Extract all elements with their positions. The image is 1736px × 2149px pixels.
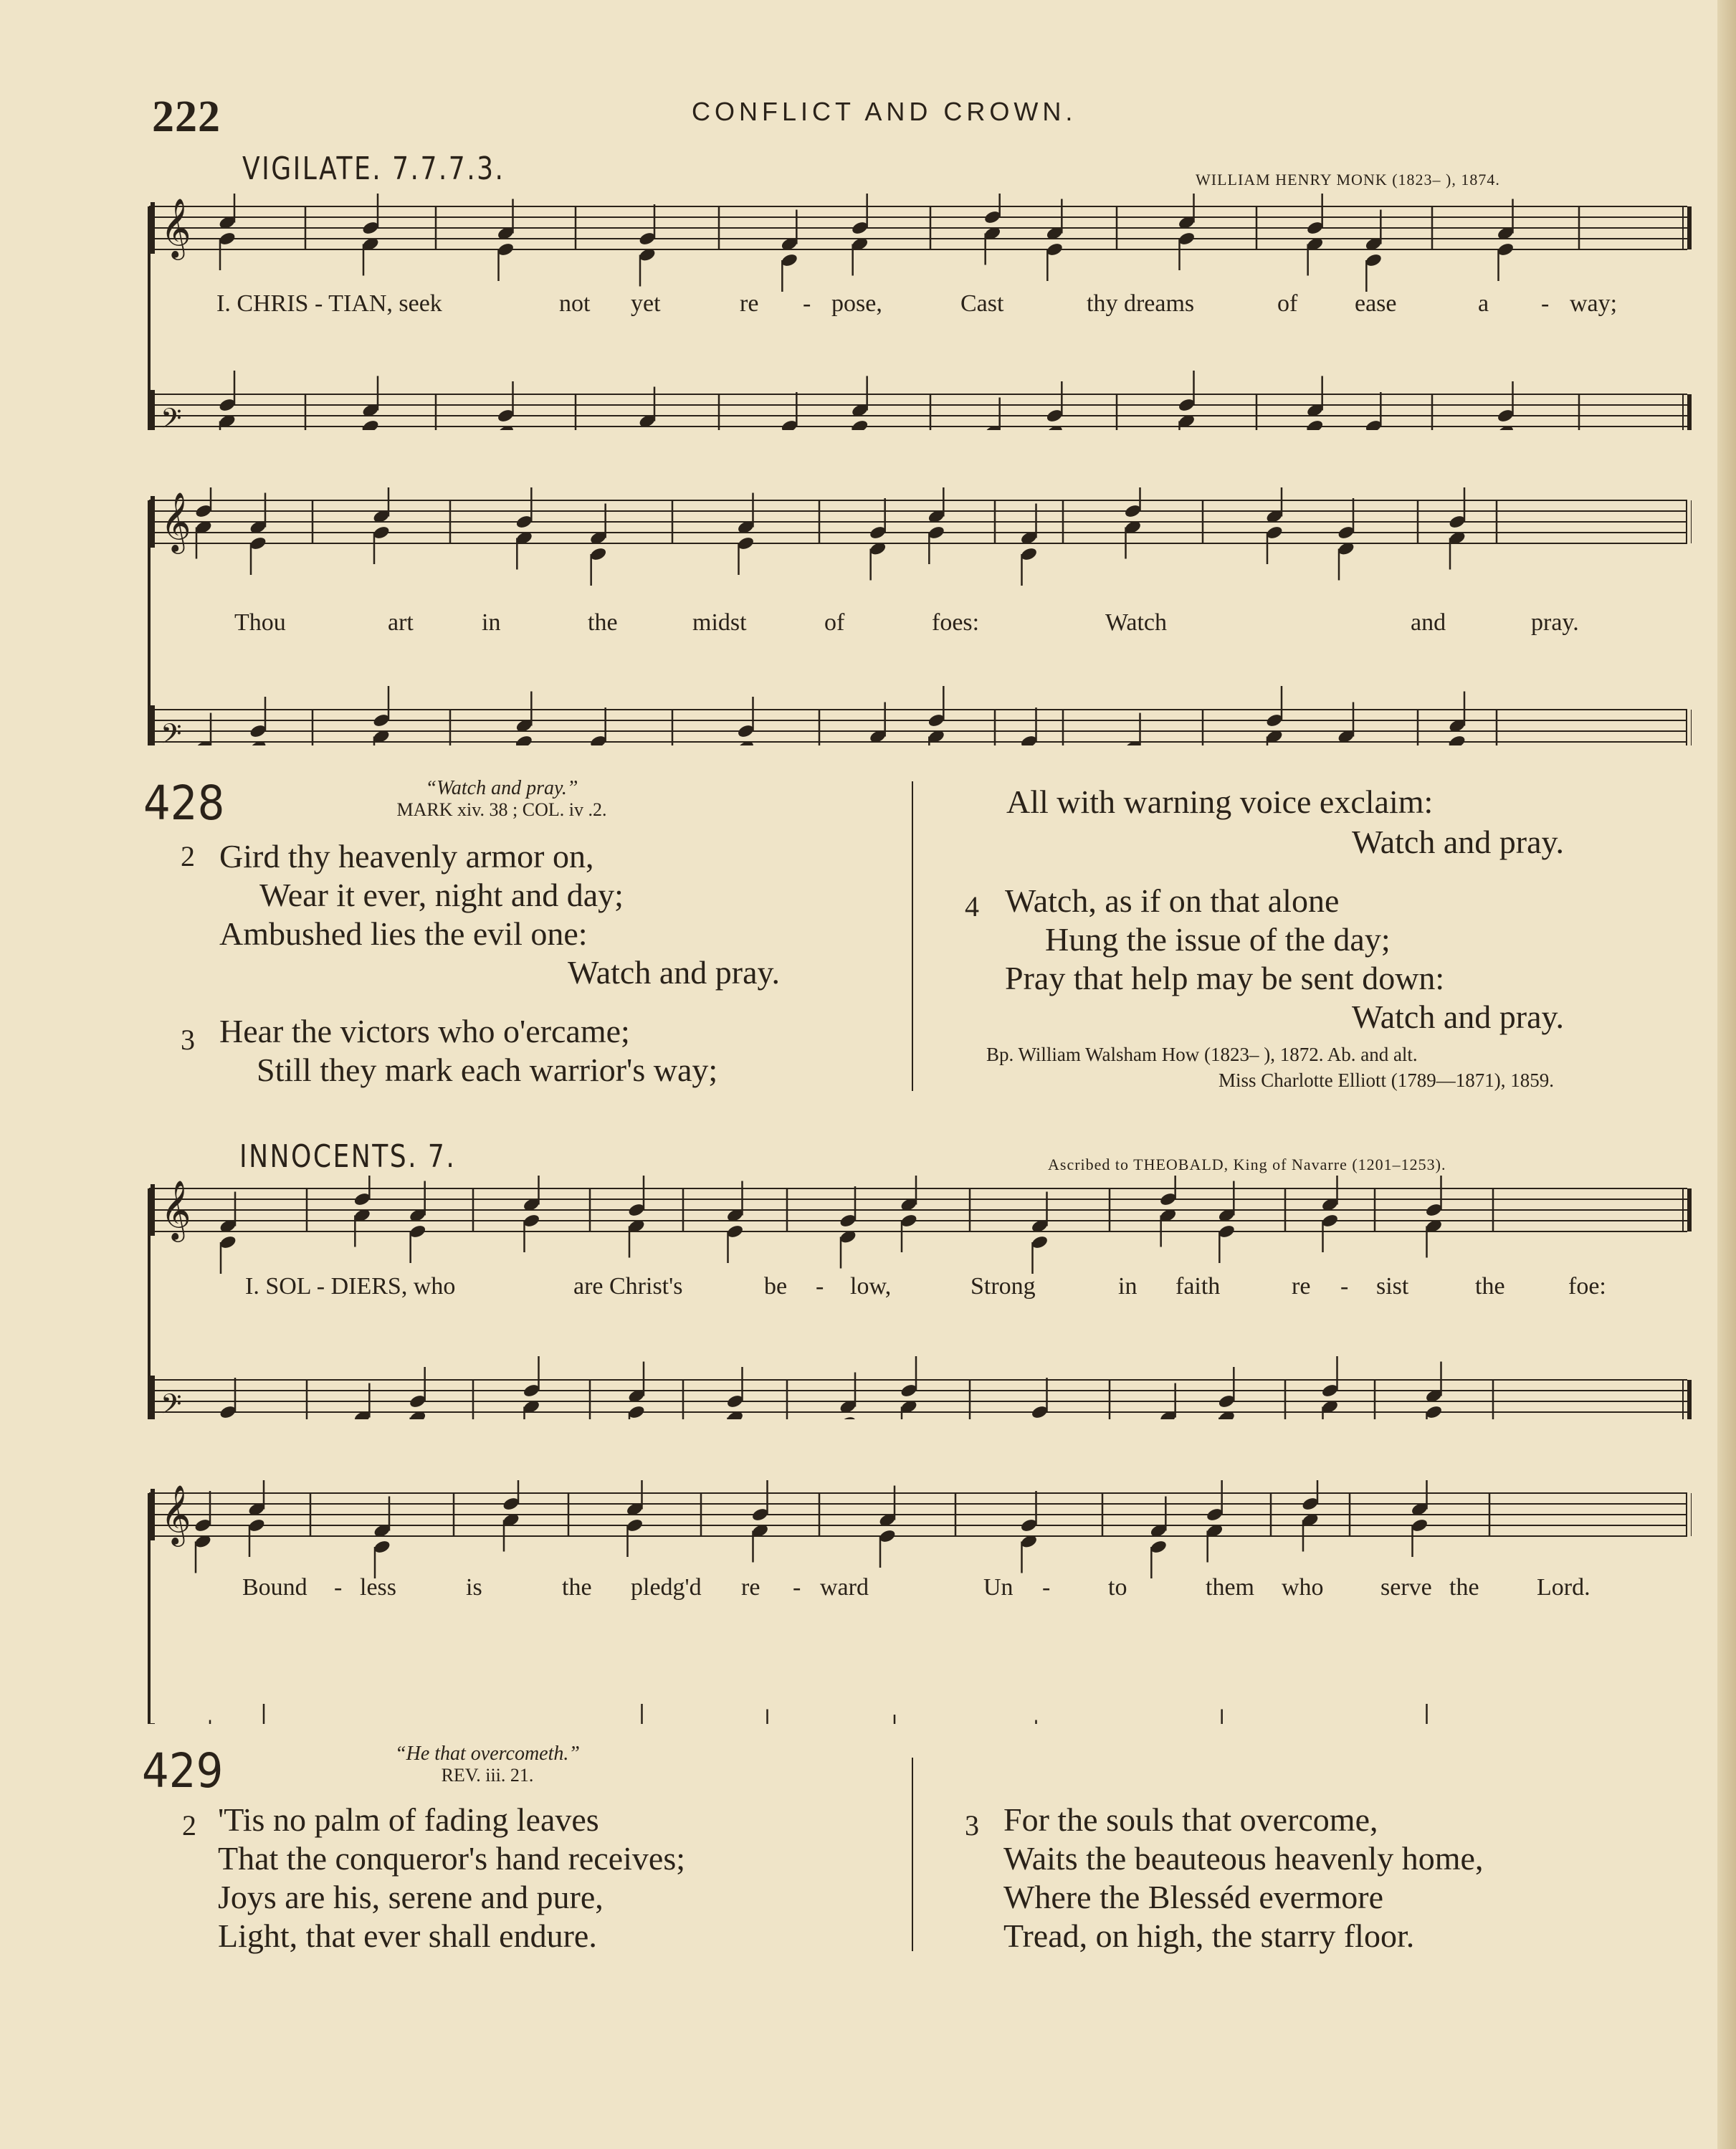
lyric: pray. — [1531, 609, 1579, 636]
lyric: a — [1478, 290, 1489, 317]
lyric: I. SOL - DIERS, who — [245, 1273, 456, 1300]
lyric: be — [764, 1273, 788, 1300]
lyric: foes: — [932, 609, 980, 636]
lyric: not — [559, 290, 591, 317]
staff-notation — [143, 487, 1692, 745]
verse-line: Still they mark each warrior's way; — [257, 1052, 718, 1088]
lyric: faith — [1175, 1273, 1221, 1300]
column-divider — [912, 781, 913, 1091]
epigraph: “Watch and pray.” — [425, 777, 578, 799]
lyric: in — [482, 609, 501, 636]
lyric: low, — [850, 1273, 892, 1300]
lyric: - — [1541, 290, 1550, 317]
lyric: the — [1449, 1574, 1479, 1601]
composer-innocents: Ascribed to THEOBALD, King of Navarre (1201–1253). — [1048, 1155, 1446, 1173]
hymn-428-reference — [337, 778, 667, 821]
lyric: Lord. — [1537, 1574, 1590, 1601]
lyric: and — [1411, 609, 1446, 636]
lyric: serve — [1380, 1574, 1432, 1601]
verse-line: Watch and pray. — [568, 954, 781, 991]
lyric: I. CHRIS - TIAN, seek — [216, 290, 442, 317]
lyric: yet — [631, 290, 661, 317]
svg-text:𝄢: 𝄢 — [161, 402, 182, 430]
verse-line: Tread, on high, the starry floor. — [1003, 1917, 1415, 1954]
lyric: way; — [1570, 290, 1618, 317]
lyric: Watch — [1105, 609, 1167, 636]
lyric: Strong — [970, 1273, 1036, 1300]
lyric: Cast — [960, 290, 1004, 317]
hymn-number-429: 429 — [142, 1743, 224, 1798]
lyric: less — [360, 1574, 396, 1601]
lyric: - — [803, 290, 811, 317]
lyric: ward — [820, 1574, 869, 1601]
hymn-429-reference — [337, 1743, 638, 1786]
verse-line: For the souls that overcome, — [1003, 1801, 1378, 1838]
verse-line: Hung the issue of the day; — [1045, 921, 1391, 958]
verse-line: That the conqueror's hand receives; — [218, 1840, 686, 1877]
running-title: CONFLICT AND CROWN. — [692, 97, 1077, 126]
epigraph: “He that overcometh.” — [395, 1743, 580, 1765]
svg-text:𝄢: 𝄢 — [161, 1388, 182, 1419]
page-edge — [1717, 0, 1736, 2149]
lyric: the — [562, 1574, 592, 1601]
lyric: Bound — [242, 1574, 307, 1601]
verse-line: Pray that help may be sent down: — [1005, 960, 1445, 996]
music-system-innocents-2 — [143, 1480, 1692, 1724]
author-credit: Miss Charlotte Elliott (1789—1871), 1859. — [1218, 1069, 1554, 1091]
lyric: of — [824, 609, 845, 636]
verse-number: 3 — [965, 1809, 979, 1841]
column-divider — [912, 1758, 913, 1951]
verse-line: Waits the beauteous heavenly home, — [1003, 1840, 1484, 1877]
lyric: re — [741, 1574, 760, 1601]
svg-text:𝄞: 𝄞 — [161, 1484, 191, 1544]
verse-number: 4 — [965, 890, 979, 923]
lyric: Un — [983, 1574, 1014, 1601]
verse-line: Watch and pray. — [1352, 824, 1565, 860]
music-system-vigilate-2 — [143, 487, 1692, 745]
verse-line: All with warning voice exclaim: — [1006, 783, 1434, 820]
lyric: re — [740, 290, 759, 317]
verse-line: Gird thy heavenly armor on, — [219, 838, 594, 875]
lyric: foe: — [1568, 1273, 1606, 1300]
lyric: - — [1042, 1574, 1051, 1601]
scripture-reference: REV. iii. 21. — [441, 1765, 534, 1786]
lyric: Thou — [234, 609, 286, 636]
lyric: - — [793, 1574, 801, 1601]
author-credit: Bp. William Walsham How (1823– ), 1872. Ab. and alt. — [986, 1044, 1418, 1065]
lyric: of — [1277, 290, 1298, 317]
verse-number: 2 — [182, 1809, 196, 1841]
svg-text:𝄢: 𝄢 — [161, 718, 182, 745]
verse-line: Ambushed lies the evil one: — [219, 915, 588, 952]
staff-notation — [143, 1480, 1692, 1724]
svg-text:𝄞: 𝄞 — [161, 197, 191, 257]
verse-number: 3 — [181, 1024, 195, 1056]
page-number: 222 — [152, 92, 221, 141]
svg-text:𝄞: 𝄞 — [161, 491, 191, 551]
lyric: is — [466, 1574, 482, 1601]
lyric: art — [388, 609, 414, 636]
lyric: thy dreams — [1087, 290, 1195, 317]
lyric: the — [1475, 1273, 1505, 1300]
lyric: the — [588, 609, 618, 636]
lyric: pledg'd — [631, 1574, 702, 1601]
verse-line: Watch and pray. — [1352, 999, 1565, 1035]
composer-vigilate: WILLIAM HENRY MONK (1823– ), 1874. — [1196, 171, 1500, 189]
lyric: - — [334, 1574, 343, 1601]
svg-text:𝄞: 𝄞 — [161, 1179, 191, 1239]
lyric: re — [1292, 1273, 1311, 1300]
verse-line: Wear it ever, night and day; — [259, 877, 624, 913]
lyric: midst — [692, 609, 747, 636]
lyric: sist — [1376, 1273, 1409, 1300]
verse-line: Hear the victors who o'ercame; — [219, 1013, 630, 1049]
lyric: - — [1340, 1273, 1349, 1300]
verse-line: Joys are his, serene and pure, — [218, 1879, 604, 1915]
verse-line: Watch, as if on that alone — [1005, 882, 1340, 919]
lyric: - — [816, 1273, 824, 1300]
verse-line: 'Tis no palm of fading leaves — [218, 1801, 599, 1838]
lyric: who — [1282, 1574, 1324, 1601]
scripture-reference: MARK xiv. 38 ; COL. iv .2. — [396, 799, 607, 820]
verse-line: Where the Blesséd evermore — [1003, 1879, 1384, 1915]
verse-number: 2 — [181, 840, 195, 872]
lyric: to — [1108, 1574, 1127, 1601]
tune-name-innocents: INNOCENTS. 7. — [239, 1138, 457, 1175]
lyric: them — [1206, 1574, 1254, 1601]
lyric: ease — [1355, 290, 1397, 317]
verse-line: Light, that ever shall endure. — [218, 1917, 597, 1954]
lyric: are Christ's — [573, 1273, 683, 1300]
tune-name-vigilate: VIGILATE. 7.7.7.3. — [242, 151, 505, 187]
hymn-number-428: 428 — [143, 776, 225, 831]
lyric: in — [1118, 1273, 1138, 1300]
lyric: pose, — [831, 290, 882, 317]
